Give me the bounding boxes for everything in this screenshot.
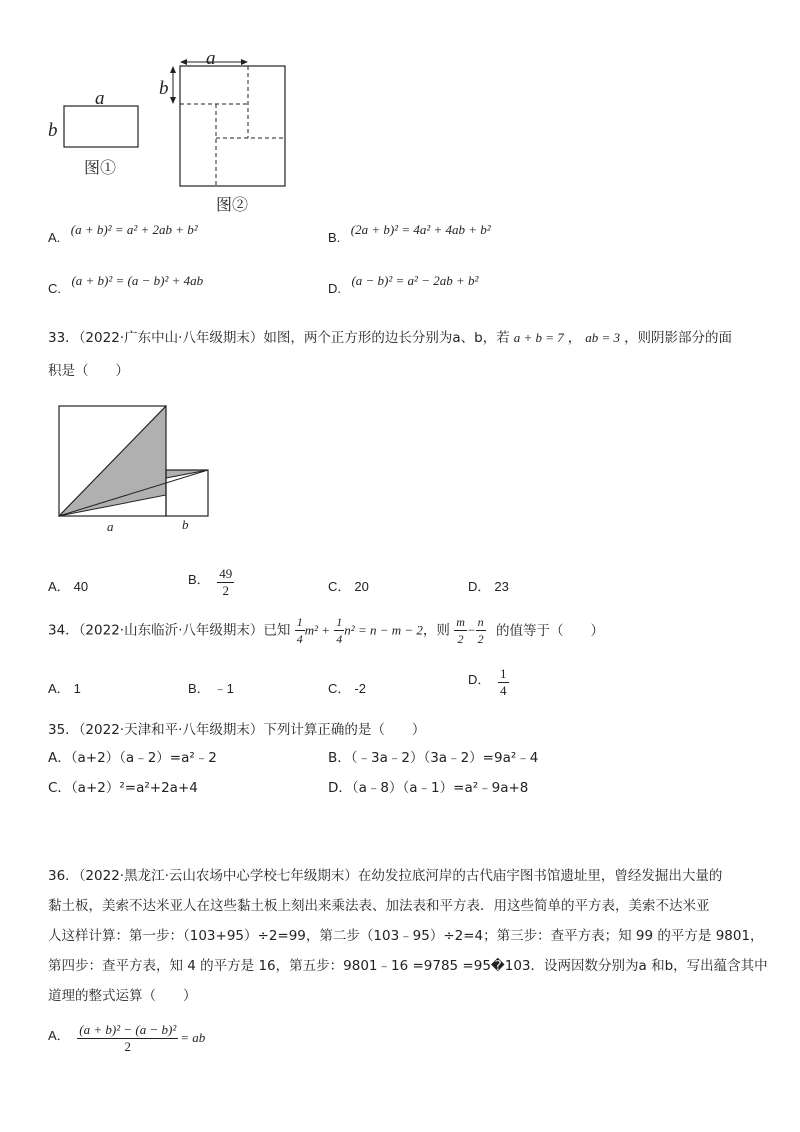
- q32-option-b[interactable]: [328, 222, 491, 246]
- condition-2: ab = 3: [585, 330, 621, 345]
- stem-text: ，则: [422, 622, 450, 639]
- stem-text: 下列计算正确的是（ ）: [263, 722, 426, 738]
- q34-stem: [48, 614, 604, 647]
- fig2-label-a: a: [206, 48, 216, 69]
- stem-text: 的值等于（ ）: [495, 622, 604, 639]
- frac-den: 2: [457, 632, 464, 646]
- option-letter: C．: [328, 681, 351, 696]
- q34-option-a[interactable]: [48, 678, 81, 697]
- question-source: （2022·广东中山·八年级期末）: [78, 330, 264, 346]
- option-letter: D．: [468, 671, 491, 687]
- q32-option-d[interactable]: [328, 273, 479, 297]
- option-letter: B．: [328, 750, 351, 766]
- q33-option-c[interactable]: [328, 576, 369, 595]
- option-letter: D．: [468, 579, 491, 594]
- option-value: 20: [354, 579, 369, 594]
- option-rhs: = ab: [180, 1029, 206, 1045]
- q36-line-3: 人这样计算：第一步：（103+95）÷2=99，第二步（103﹣95）÷2=4；第三步：查平方表；知 99 的平方是 9801，: [48, 928, 764, 944]
- option-value: ﹣1: [213, 681, 234, 696]
- option-denominator: 4: [500, 683, 507, 698]
- option-formula: (a + b)² = a² + 2ab + b²: [70, 222, 198, 237]
- option-value: 23: [494, 579, 509, 594]
- q34-option-c[interactable]: [328, 678, 366, 697]
- condition-1: a + b = 7: [513, 330, 564, 345]
- stem-text: 已知: [263, 622, 291, 639]
- frac-num: n: [477, 615, 484, 629]
- stem-text: ，则阴影部分的面: [624, 330, 733, 346]
- fig1-label-a: a: [95, 88, 105, 109]
- frac-num: 1: [336, 615, 343, 629]
- option-formula: (a − b)² = a² − 2ab + b²: [351, 273, 479, 288]
- q35-option-d[interactable]: [328, 776, 528, 796]
- option-numerator: 1: [500, 666, 507, 681]
- option-letter: D．: [328, 780, 352, 796]
- frac-num: m: [456, 615, 465, 629]
- question-source: （2022·黑龙江·云山农场中心学校七年级期末）: [78, 868, 358, 884]
- option-denominator: 2: [222, 583, 230, 598]
- q36-line-5: 道理的整式运算（ ）: [48, 988, 197, 1004]
- q35-option-b[interactable]: [328, 746, 538, 766]
- option-letter: B．: [188, 571, 210, 587]
- fig1-caption: 图①: [84, 160, 117, 177]
- fig1-rectangle: [64, 106, 138, 147]
- option-letter: A．: [48, 681, 70, 696]
- option-denominator: 2: [124, 1039, 132, 1054]
- option-numerator: 49: [219, 566, 233, 581]
- math-term: m² +: [304, 622, 330, 638]
- option-formula: (a + b)² = (a − b)² + 4ab: [71, 273, 204, 288]
- fig2-caption: 图②: [216, 197, 249, 214]
- fig1-label-b: b: [48, 120, 58, 141]
- frac-num: 1: [296, 615, 303, 629]
- q36-option-a[interactable]: [48, 1022, 205, 1055]
- q36-line-4: 第四步：查平方表，知 4 的平方是 16，第五步：9801﹣16 =9785 =95�103．设两因数分别为a 和b，写出蕴含其中: [48, 958, 768, 974]
- q36-stem: [48, 864, 722, 884]
- option-letter: B.: [328, 230, 341, 245]
- math-minus: −: [466, 622, 476, 638]
- option-letter: C．: [48, 780, 71, 796]
- option-value: 1: [73, 681, 81, 696]
- q33-option-a[interactable]: [48, 576, 88, 595]
- q35-option-c[interactable]: [48, 776, 198, 796]
- stem-text: 在幼发拉底河岸的古代庙宇图书馆遗址里，曾经发掘出大量的: [357, 868, 723, 884]
- q35-option-a[interactable]: [48, 746, 217, 766]
- option-letter: A．: [48, 750, 71, 766]
- option-letter: D.: [328, 281, 341, 296]
- question-number: 35．: [48, 722, 79, 738]
- option-letter: C.: [48, 281, 61, 296]
- rectangle-figures: [40, 40, 300, 220]
- question-number: 33．: [48, 330, 79, 346]
- fig2-label-b: b: [159, 78, 169, 99]
- fig-label-b: b: [182, 517, 189, 532]
- option-letter: A．: [48, 1027, 70, 1043]
- question-source: （2022·天津和平·八年级期末）: [78, 722, 264, 738]
- frac-den: 2: [477, 632, 484, 646]
- separator: ，: [567, 330, 582, 346]
- q33-option-b[interactable]: [188, 566, 234, 599]
- option-text: （a+2）（a﹣2）=a²﹣2: [70, 750, 217, 766]
- q34-option-b[interactable]: [188, 678, 234, 697]
- fig-label-a: a: [107, 519, 114, 534]
- q33-stem: [48, 326, 732, 346]
- q33-stem-line2: 积是（ ）: [48, 363, 129, 379]
- math-term: n² = n − m − 2: [344, 622, 423, 638]
- option-text: （﹣3a﹣2）（3a﹣2）=9a²﹣4: [350, 750, 539, 766]
- option-letter: B．: [188, 681, 210, 696]
- q33-figure: [55, 400, 225, 535]
- option-text: （a+2）²=a²+2a+4: [70, 780, 198, 796]
- frac-den: 4: [296, 632, 303, 646]
- stem-text: 如图，两个正方形的边长分别为a、b，若: [263, 330, 510, 346]
- option-numerator: (a + b)² − (a − b)²: [79, 1022, 177, 1037]
- fig2-outer-square: [180, 66, 285, 186]
- q32-option-a[interactable]: [48, 222, 198, 246]
- question-number: 34．: [48, 622, 79, 639]
- option-text: （a﹣8）（a﹣1）=a²﹣9a+8: [351, 780, 529, 796]
- option-formula: (2a + b)² = 4a² + 4ab + b²: [350, 222, 491, 237]
- question-source: （2022·山东临沂·八年级期末）: [78, 622, 264, 639]
- q32-option-c[interactable]: [48, 273, 204, 297]
- frac-den: 4: [336, 632, 343, 646]
- option-letter: C．: [328, 579, 351, 594]
- q34-option-d[interactable]: [468, 666, 509, 699]
- q35-stem: [48, 718, 425, 738]
- option-value: -2: [354, 681, 366, 696]
- option-letter: A.: [48, 230, 61, 245]
- option-letter: A．: [48, 579, 70, 594]
- q36-line-2: 黏土板，美索不达米亚人在这些黏土板上刻出来乘法表、加法表和平方表．用这些简单的平方表，美索不达米亚: [48, 898, 710, 914]
- question-number: 36．: [48, 868, 79, 884]
- option-value: 40: [73, 579, 89, 594]
- q33-option-d[interactable]: [468, 576, 509, 595]
